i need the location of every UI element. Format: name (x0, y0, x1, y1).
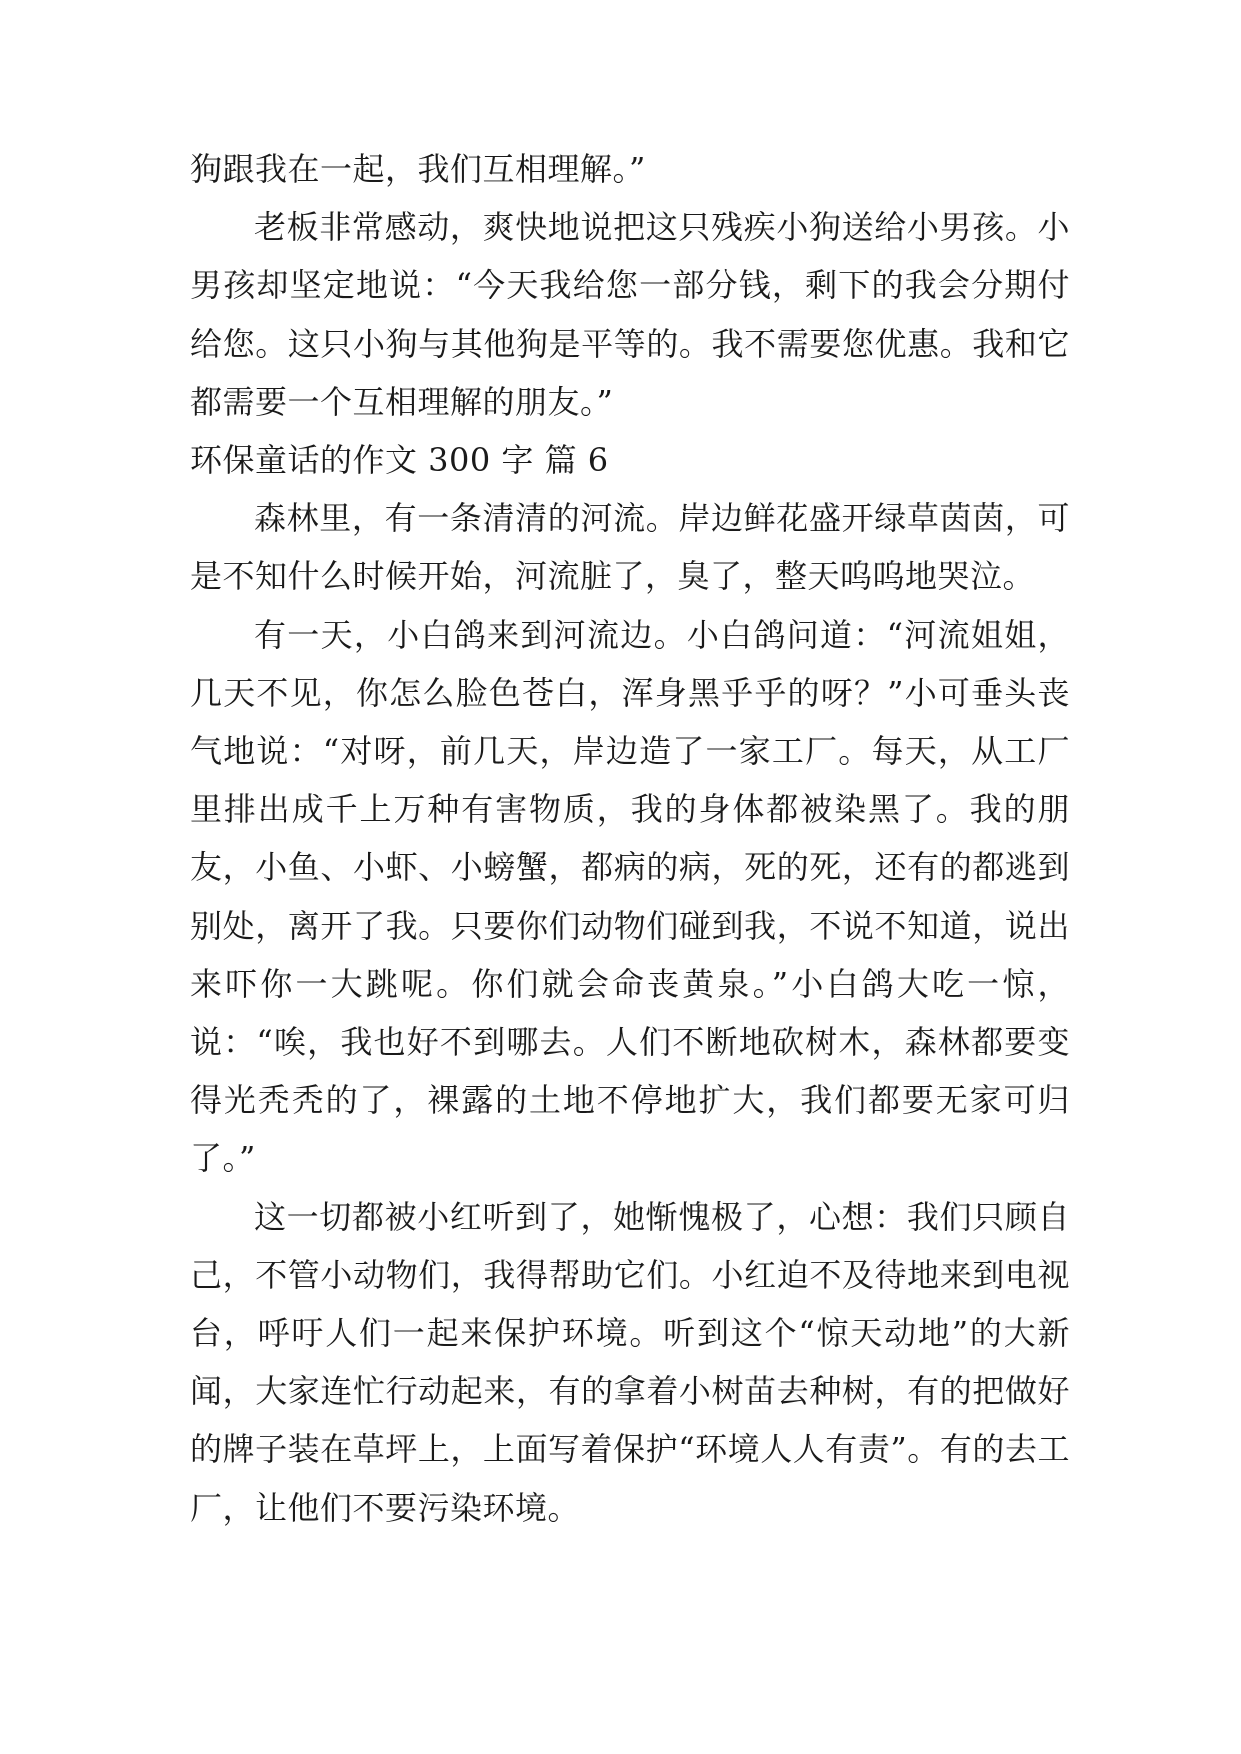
paragraph-white-dove: 有一天，小白鸽来到河流边。小白鸽问道：“河流姐姐，几天不见，你怎么脸色苍白，浑身黑乎乎的呀？”小可垂头丧气地说：“对呀，前几天，岸边造了一家工厂。每天，从工厂里排出成千上万种有害物质，我的身体都被染黑了。我的朋友，小鱼、小虾、小螃蟹，都病的病，死的死，还有的都逃到别处，离开了我。只要你们动物们碰到我，不说不知道，说出来吓你一大跳呢。你们就会命丧黄泉。”小白鸽大吃一惊，说：“唉，我也好不到哪去。人们不断地砍树木，森林都要变得光秃秃的了，裸露的土地不停地扩大，我们都要无家可归了。” (190, 615, 1070, 1178)
paragraph-continuation: 狗跟我在一起，我们互相理解。” (190, 150, 646, 188)
document-body (190, 140, 1070, 1537)
paragraph-forest-river: 森林里，有一条清清的河流。岸边鲜花盛开绿草茵茵，可是不知什么时候开始，河流脏了，臭了，整天呜呜地哭泣。 (190, 499, 1070, 596)
section-title: 环保童话的作文 300 字 篇 6 (190, 441, 609, 480)
paragraph-xiaohong: 这一切都被小红听到了，她惭愧极了，心想：我们只顾自己，不管小动物们，我得帮助它们。小红迫不及待地来到电视台，呼吁人们一起来保护环境。听到这个“惊天动地”的大新闻，大家连忙行动起来，有的拿着小树苗去种树，有的把做好的牌子装在草坪上，上面写着保护“环境人人有责”。有的去工厂，让他们不要污染环境。 (190, 1197, 1070, 1527)
paragraph-shop-owner: 老板非常感动，爽快地说把这只残疾小狗送给小男孩。小男孩却坚定地说：“今天我给您一部分钱，剩下的我会分期付给您。这只小狗与其他狗是平等的。我不需要您优惠。我和它都需要一个互相理解的朋友。” (190, 208, 1070, 421)
